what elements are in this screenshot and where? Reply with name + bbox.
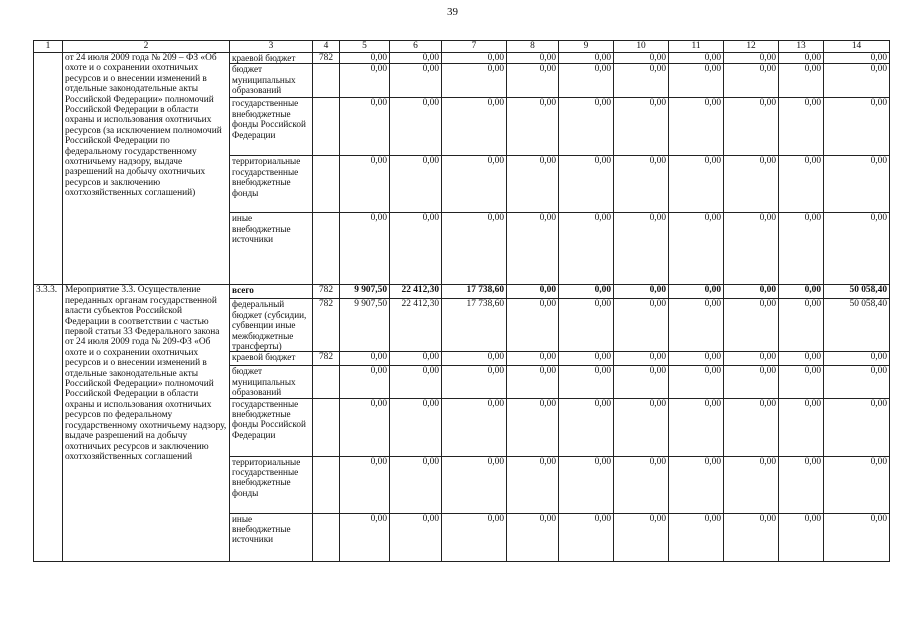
column-header: 13 [779,41,824,53]
amount-cell: 0,00 [614,156,669,213]
grbs-code [313,398,340,456]
column-header: 2 [63,41,230,53]
amount-cell: 0,00 [614,285,669,299]
amount-cell: 0,00 [442,98,507,156]
amount-cell: 0,00 [779,53,824,64]
amount-cell: 0,00 [559,398,614,456]
column-number-row [34,41,890,53]
amount-cell: 0,00 [779,64,824,98]
amount-cell: 22 412,30 [390,285,442,299]
funding-source: краевой бюджет [230,352,313,366]
column-header: 1 [34,41,63,53]
amount-cell: 0,00 [340,366,390,398]
amount-cell: 0,00 [724,53,779,64]
amount-cell: 0,00 [614,64,669,98]
amount-cell: 0,00 [390,98,442,156]
amount-cell: 0,00 [559,352,614,366]
amount-cell: 0,00 [507,456,559,513]
amount-cell: 0,00 [442,513,507,561]
funding-source: иные внебюджетные источники [230,513,313,561]
amount-cell: 0,00 [559,213,614,285]
amount-cell: 0,00 [507,156,559,213]
amount-cell: 17 738,60 [442,285,507,299]
funding-source: бюджет муниципальных образований [230,64,313,98]
amount-cell: 0,00 [340,398,390,456]
amount-cell: 50 058,40 [824,299,890,352]
amount-cell: 0,00 [507,299,559,352]
budget-table [33,40,890,562]
funding-source: федеральный бюджет (субсидии, субвенции иные межбюджетные трансферты) [230,299,313,352]
amount-cell: 0,00 [724,285,779,299]
amount-cell: 0,00 [824,456,890,513]
amount-cell: 0,00 [559,513,614,561]
amount-cell: 0,00 [779,513,824,561]
table-row [34,285,890,299]
amount-cell: 0,00 [824,53,890,64]
amount-cell: 0,00 [779,456,824,513]
amount-cell: 0,00 [669,98,724,156]
amount-cell: 0,00 [559,299,614,352]
amount-cell: 0,00 [614,366,669,398]
amount-cell: 0,00 [724,64,779,98]
column-header: 4 [313,41,340,53]
amount-cell: 0,00 [614,513,669,561]
amount-cell: 50 058,40 [824,285,890,299]
grbs-code [313,456,340,513]
amount-cell: 0,00 [669,213,724,285]
funding-source: территориальные государственные внебюджетные фонды [230,156,313,213]
amount-cell: 0,00 [779,213,824,285]
amount-cell: 0,00 [669,299,724,352]
amount-cell: 0,00 [390,456,442,513]
column-header: 14 [824,41,890,53]
amount-cell: 0,00 [824,366,890,398]
funding-source: государственные внебюджетные фонды Российской Федерации [230,398,313,456]
funding-source: иные внебюджетные источники [230,213,313,285]
amount-cell: 0,00 [724,352,779,366]
grbs-code [313,366,340,398]
amount-cell: 0,00 [390,366,442,398]
amount-cell: 0,00 [779,352,824,366]
column-header: 11 [669,41,724,53]
amount-cell: 0,00 [559,98,614,156]
column-header: 10 [614,41,669,53]
amount-cell: 0,00 [824,398,890,456]
amount-cell: 0,00 [559,285,614,299]
amount-cell: 0,00 [669,285,724,299]
amount-cell: 0,00 [779,299,824,352]
amount-cell: 0,00 [340,213,390,285]
amount-cell: 0,00 [340,98,390,156]
amount-cell: 0,00 [340,513,390,561]
amount-cell: 0,00 [390,398,442,456]
amount-cell: 0,00 [779,98,824,156]
amount-cell: 0,00 [507,352,559,366]
amount-cell: 0,00 [669,456,724,513]
grbs-code [313,156,340,213]
amount-cell: 9 907,50 [340,285,390,299]
amount-cell: 0,00 [724,513,779,561]
measure-code: 3.3.3. [34,285,63,561]
amount-cell: 0,00 [507,398,559,456]
amount-cell: 0,00 [507,366,559,398]
amount-cell: 0,00 [779,398,824,456]
amount-cell: 0,00 [442,156,507,213]
amount-cell: 0,00 [669,398,724,456]
amount-cell: 0,00 [507,53,559,64]
amount-cell: 0,00 [724,299,779,352]
funding-source: территориальные государственные внебюджетные фонды [230,456,313,513]
column-header: 12 [724,41,779,53]
amount-cell: 0,00 [442,398,507,456]
amount-cell: 0,00 [390,64,442,98]
amount-cell: 0,00 [442,352,507,366]
amount-cell: 0,00 [340,64,390,98]
amount-cell: 0,00 [614,456,669,513]
amount-cell: 22 412,30 [390,299,442,352]
amount-cell: 0,00 [669,53,724,64]
amount-cell: 0,00 [559,156,614,213]
amount-cell: 0,00 [340,456,390,513]
amount-cell: 0,00 [340,156,390,213]
amount-cell: 0,00 [669,513,724,561]
amount-cell: 0,00 [559,456,614,513]
amount-cell: 0,00 [507,98,559,156]
amount-cell: 0,00 [390,53,442,64]
amount-cell: 0,00 [724,98,779,156]
amount-cell: 0,00 [669,366,724,398]
amount-cell: 0,00 [669,64,724,98]
amount-cell: 0,00 [442,456,507,513]
table-row [34,53,890,64]
amount-cell: 0,00 [824,156,890,213]
measure-description: от 24 июля 2009 года № 209 – ФЗ «Об охоте и о сохранении охотничьих ресурсов и о внесении изменений в отдельные законодательные акты Российской Федерации» полномочий Российской Федерации в области охраны и использования охотничьих ресурсов (за исключением полномочий Российской Федерации по федеральному государственному охотничьему надзору, выдаче разрешений на добычу охотничьих ресурсов и заключению охотхозяйственных соглашений) [63,53,230,285]
amount-cell: 0,00 [340,53,390,64]
funding-source: краевой бюджет [230,53,313,64]
amount-cell: 0,00 [390,352,442,366]
funding-source: всего [230,285,313,299]
amount-cell: 0,00 [724,366,779,398]
amount-cell: 0,00 [390,513,442,561]
amount-cell: 0,00 [779,156,824,213]
amount-cell: 0,00 [614,53,669,64]
amount-cell: 0,00 [779,285,824,299]
column-header: 8 [507,41,559,53]
amount-cell: 0,00 [507,285,559,299]
grbs-code [313,213,340,285]
amount-cell: 0,00 [614,299,669,352]
grbs-code: 782 [313,285,340,299]
page-number: 39 [447,6,458,18]
amount-cell: 0,00 [442,366,507,398]
amount-cell: 17 738,60 [442,299,507,352]
amount-cell: 0,00 [559,366,614,398]
amount-cell: 0,00 [824,64,890,98]
amount-cell: 0,00 [614,398,669,456]
amount-cell: 0,00 [824,98,890,156]
column-header: 7 [442,41,507,53]
grbs-code: 782 [313,299,340,352]
measure-description: Мероприятие 3.3. Осуществление переданных органам государственной власти субъектов Российской Федерации в соответствии с частью первой статьи 33 Федерального закона от 24 июля 2009 года № 209-ФЗ «Об охоте и о сохранении охотничьих ресурсов и о внесении изменений в отдельные законодательные акты Российской Федерации» полномочий Российской Федерации в области охраны и использования охотничьих ресурсов по федеральному государственному охотничьему надзору, выдаче разрешений на добычу охотничьих ресурсов и заключению охотхозяйственных соглашений [63,285,230,561]
block-1 [34,53,890,285]
amount-cell: 0,00 [507,513,559,561]
grbs-code: 782 [313,352,340,366]
amount-cell: 9 907,50 [340,299,390,352]
amount-cell: 0,00 [724,398,779,456]
amount-cell: 0,00 [614,98,669,156]
amount-cell: 0,00 [559,64,614,98]
amount-cell: 0,00 [507,213,559,285]
grbs-code: 782 [313,53,340,64]
amount-cell: 0,00 [340,352,390,366]
amount-cell: 0,00 [824,513,890,561]
amount-cell: 0,00 [724,156,779,213]
column-header: 3 [230,41,313,53]
block-2 [34,285,890,561]
amount-cell: 0,00 [724,456,779,513]
amount-cell: 0,00 [824,352,890,366]
amount-cell: 0,00 [559,53,614,64]
measure-code [34,53,63,285]
grbs-code [313,64,340,98]
amount-cell: 0,00 [614,213,669,285]
amount-cell: 0,00 [779,366,824,398]
amount-cell: 0,00 [824,213,890,285]
amount-cell: 0,00 [669,352,724,366]
amount-cell: 0,00 [724,213,779,285]
grbs-code [313,513,340,561]
column-header: 5 [340,41,390,53]
amount-cell: 0,00 [614,352,669,366]
column-header: 9 [559,41,614,53]
amount-cell: 0,00 [390,156,442,213]
amount-cell: 0,00 [507,64,559,98]
funding-source: бюджет муниципальных образований [230,366,313,398]
amount-cell: 0,00 [390,213,442,285]
amount-cell: 0,00 [442,213,507,285]
amount-cell: 0,00 [669,156,724,213]
column-header: 6 [390,41,442,53]
amount-cell: 0,00 [442,53,507,64]
funding-source: государственные внебюджетные фонды Российской Федерации [230,98,313,156]
amount-cell: 0,00 [442,64,507,98]
grbs-code [313,98,340,156]
